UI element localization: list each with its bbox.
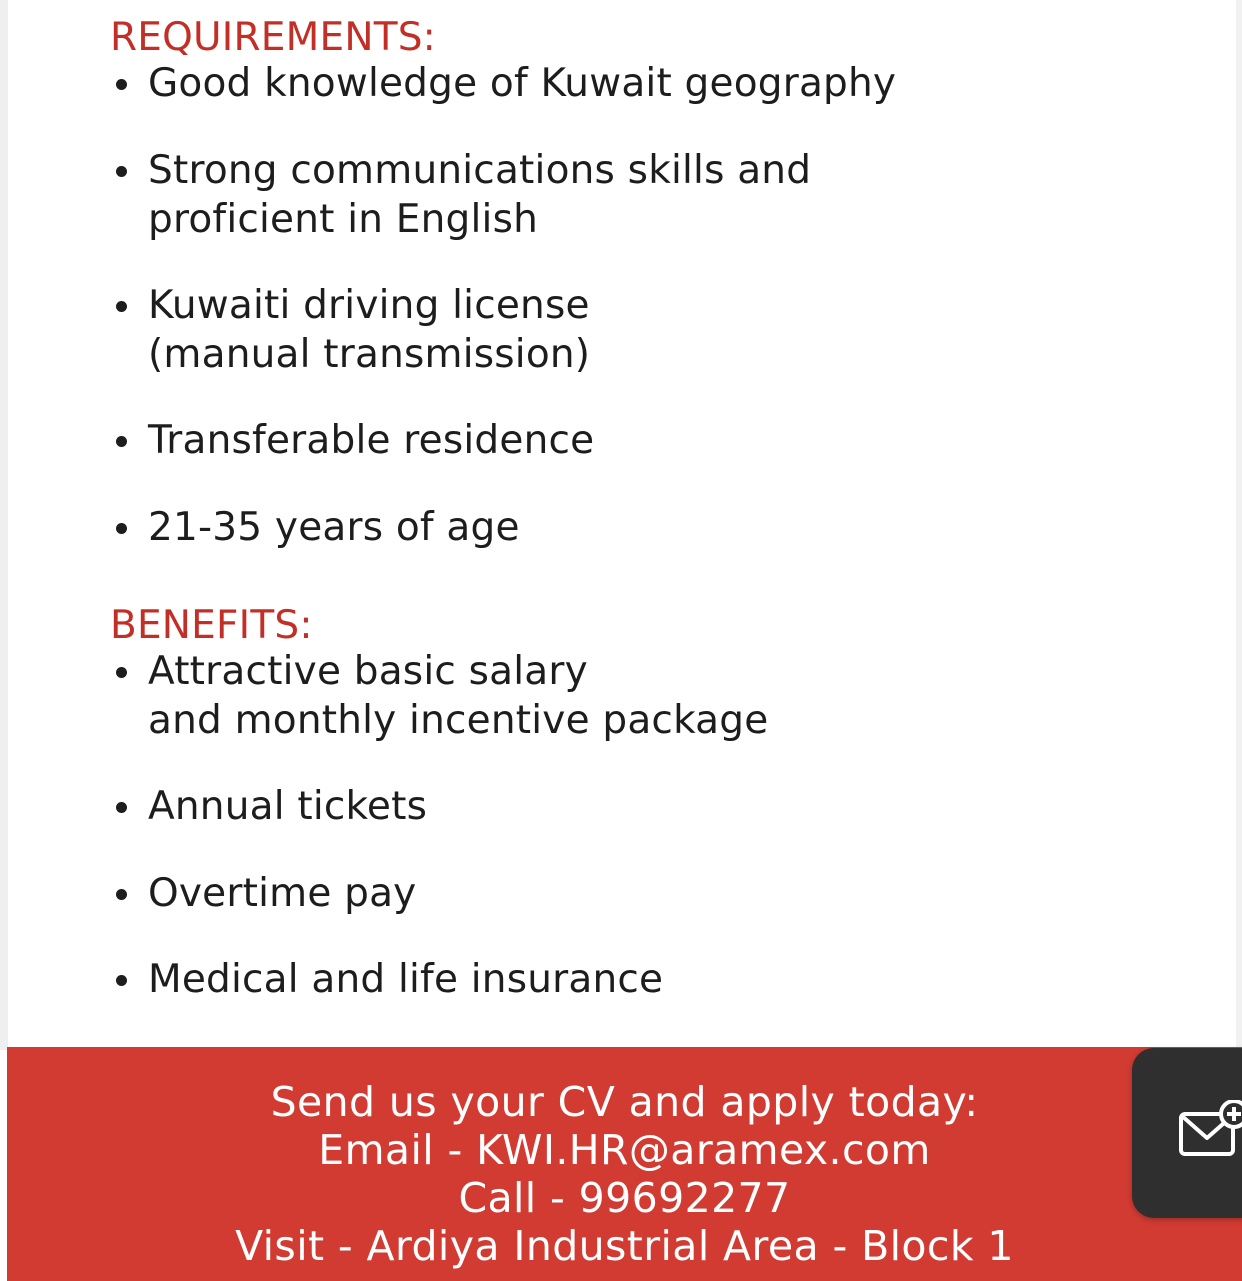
bullet-icon <box>116 523 127 534</box>
benefit-line: Medical and life insurance <box>148 957 664 1002</box>
contact-phone[interactable]: Call - 99692277 <box>458 1174 791 1222</box>
left-edge <box>0 0 8 1050</box>
contact-email[interactable]: Email - KWI.HR@aramex.com <box>318 1126 931 1174</box>
mail-add-icon <box>1178 1100 1242 1164</box>
requirements-heading: REQUIREMENTS: <box>110 15 437 60</box>
benefit-item <box>110 869 416 918</box>
requirement-line: (manual transmission) <box>148 332 591 377</box>
benefit-line: Overtime pay <box>148 871 417 916</box>
benefit-item <box>110 955 663 1004</box>
requirement-item <box>110 59 896 108</box>
apply-cta: Send us your CV and apply today: <box>270 1078 979 1126</box>
bullet-icon <box>116 802 127 813</box>
benefit-item <box>110 647 768 745</box>
apply-banner <box>7 1047 1242 1281</box>
bullet-icon <box>116 79 127 90</box>
bullet-icon <box>116 975 127 986</box>
benefit-line: Attractive basic salary <box>148 649 588 694</box>
bullet-icon <box>116 889 127 900</box>
requirement-item <box>110 503 520 552</box>
requirement-item <box>110 146 811 244</box>
benefits-heading: BENEFITS: <box>110 603 313 648</box>
right-edge <box>1236 0 1242 1050</box>
bullet-icon <box>116 667 127 678</box>
benefit-line: and monthly incentive package <box>148 698 769 743</box>
bullet-icon <box>116 301 127 312</box>
requirement-line: Strong communications skills and <box>148 148 812 193</box>
contact-address: Visit - Ardiya Industrial Area - Block 1 <box>235 1222 1014 1270</box>
requirement-item <box>110 281 590 379</box>
requirement-line: 21-35 years of age <box>148 505 520 550</box>
benefit-item <box>110 782 427 831</box>
requirement-item <box>110 416 594 465</box>
bullet-icon <box>116 436 127 447</box>
requirement-line: Kuwaiti driving license <box>148 283 590 328</box>
benefit-line: Annual tickets <box>148 784 428 829</box>
requirement-line: proficient in English <box>148 197 539 242</box>
requirement-line: Good knowledge of Kuwait geography <box>148 61 897 106</box>
bullet-icon <box>116 166 127 177</box>
requirement-line: Transferable residence <box>148 418 595 463</box>
compose-mail-button[interactable] <box>1132 1048 1242 1218</box>
